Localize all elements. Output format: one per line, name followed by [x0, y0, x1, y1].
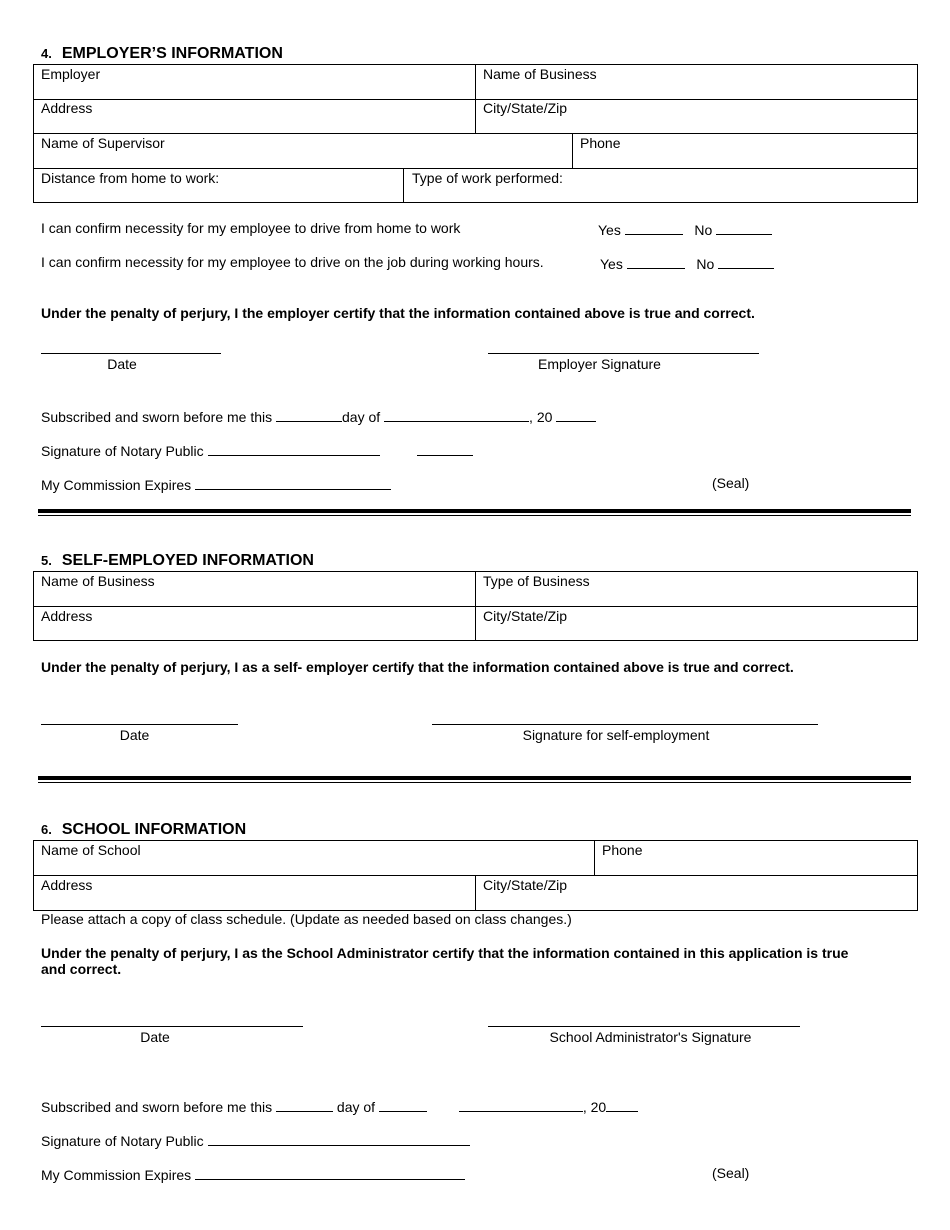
self-signature-line[interactable]	[432, 724, 818, 725]
school-certify-statement-line1: Under the penalty of perjury, I as the School Administrator certify that the information contained in this application is true	[41, 945, 849, 961]
employer-certify-statement: Under the penalty of perjury, I the employer certify that the information contained above is true and correct.	[41, 305, 755, 321]
section-divider-thin	[38, 515, 911, 516]
school-date-line[interactable]	[41, 1026, 303, 1027]
school-sworn-month-blank[interactable]	[379, 1097, 427, 1112]
home-to-work-no-blank[interactable]	[716, 220, 772, 235]
employer-city-state-zip-field[interactable]: City/State/Zip	[483, 100, 568, 116]
employer-signature-line[interactable]	[488, 353, 759, 354]
employer-commission-line: My Commission Expires	[41, 475, 391, 493]
self-employed-certify-statement: Under the penalty of perjury, I as a self- employer certify that the information contained above is true and correct.	[41, 659, 794, 675]
employer-date-label: Date	[107, 356, 137, 372]
employer-sworn-day-blank[interactable]	[276, 407, 342, 422]
school-section-title: 6. SCHOOL INFORMATION	[41, 821, 247, 838]
school-sworn-line: Subscribed and sworn before me this day of , 20	[41, 1097, 638, 1115]
school-sworn-month-blank-2[interactable]	[459, 1097, 583, 1112]
school-sworn-day-blank[interactable]	[276, 1097, 333, 1112]
employer-notary-signature-blank[interactable]	[208, 441, 380, 456]
school-address-field[interactable]: Address	[41, 877, 93, 893]
school-notary-signature-blank[interactable]	[208, 1131, 470, 1146]
employer-section-title: 4. EMPLOYER’S INFORMATION	[41, 45, 283, 62]
self-business-name-field[interactable]: Name of Business	[41, 573, 155, 589]
distance-field[interactable]: Distance from home to work:	[41, 170, 220, 186]
school-name-field[interactable]: Name of School	[41, 842, 141, 858]
self-employed-section-title: 5. SELF-EMPLOYED INFORMATION	[41, 552, 314, 569]
confirm-home-to-work-text: I can confirm necessity for my employee to drive from home to work	[41, 220, 461, 236]
employer-field[interactable]: Employer	[41, 66, 101, 82]
employer-notary-extra-blank[interactable]	[417, 441, 473, 456]
school-city-state-zip-field[interactable]: City/State/Zip	[483, 877, 568, 893]
business-name-field[interactable]: Name of Business	[483, 66, 597, 82]
school-seal-label: (Seal)	[712, 1165, 750, 1181]
school-sworn-year-blank[interactable]	[606, 1097, 638, 1112]
on-job-yes-blank[interactable]	[627, 254, 685, 269]
confirm-on-job-text: I can confirm necessity for my employee to drive on the job during working hours.	[41, 254, 544, 270]
on-job-no-blank[interactable]	[718, 254, 774, 269]
school-notary-line: Signature of Notary Public	[41, 1131, 470, 1149]
employer-date-line[interactable]	[41, 353, 221, 354]
school-commission-line: My Commission Expires	[41, 1165, 465, 1183]
confirm-on-job-options: Yes No	[600, 254, 774, 272]
employer-sworn-year-blank[interactable]	[556, 407, 596, 422]
self-city-state-zip-field[interactable]: City/State/Zip	[483, 608, 568, 624]
supervisor-field[interactable]: Name of Supervisor	[41, 135, 165, 151]
school-admin-signature-label: School Administrator's Signature	[549, 1029, 752, 1045]
employer-signature-label: Employer Signature	[538, 356, 661, 372]
school-admin-signature-line[interactable]	[488, 1026, 800, 1027]
school-date-label: Date	[140, 1029, 170, 1045]
confirm-home-to-work-options: Yes No	[598, 220, 772, 238]
business-type-field[interactable]: Type of Business	[483, 573, 590, 589]
school-info-table	[33, 840, 918, 911]
section-divider-thin	[38, 782, 911, 783]
self-date-line[interactable]	[41, 724, 238, 725]
self-address-field[interactable]: Address	[41, 608, 93, 624]
employer-notary-line: Signature of Notary Public	[41, 441, 473, 459]
self-signature-label: Signature for self-employment	[522, 727, 710, 743]
employer-commission-blank[interactable]	[195, 475, 391, 490]
section-divider	[38, 776, 911, 780]
school-certify-statement-line2: and correct.	[41, 961, 122, 977]
employer-address-field[interactable]: Address	[41, 100, 93, 116]
self-date-label: Date	[119, 727, 150, 743]
employer-phone-field[interactable]: Phone	[580, 135, 621, 151]
school-commission-blank[interactable]	[195, 1165, 465, 1180]
employer-seal-label: (Seal)	[712, 475, 750, 491]
home-to-work-yes-blank[interactable]	[625, 220, 683, 235]
school-phone-field[interactable]: Phone	[602, 842, 643, 858]
employer-sworn-line: Subscribed and sworn before me this day of , 20	[41, 407, 596, 425]
section-divider	[38, 509, 911, 513]
employer-info-table	[33, 64, 918, 203]
employer-sworn-month-blank[interactable]	[384, 407, 529, 422]
work-type-field[interactable]: Type of work performed:	[412, 170, 563, 186]
self-employed-info-table	[33, 571, 918, 641]
class-schedule-note: Please attach a copy of class schedule. (Update as needed based on class changes.)	[41, 911, 572, 927]
